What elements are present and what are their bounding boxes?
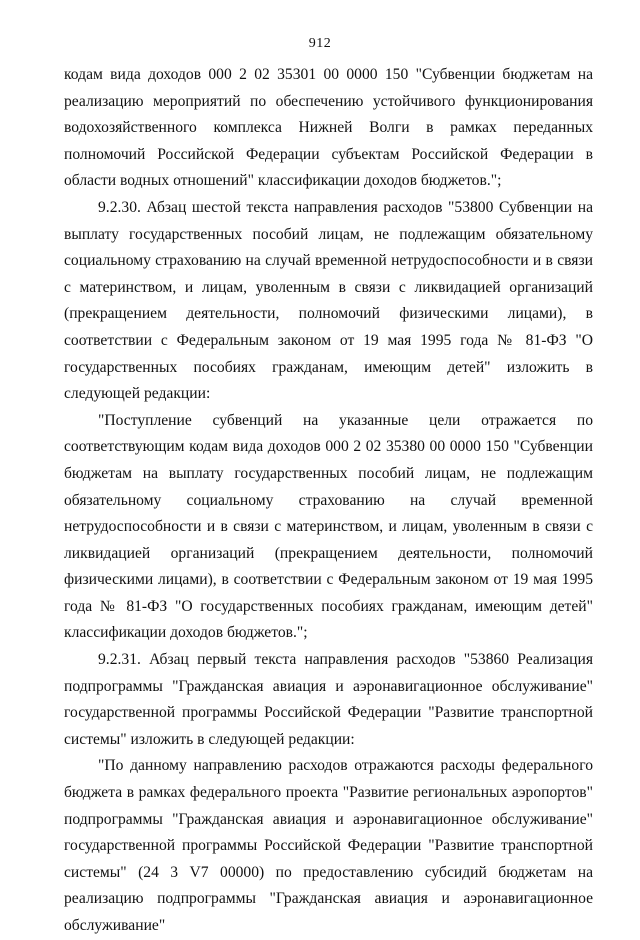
- paragraph-quote-subventions-receipt: "Поступление субвенций на указанные цели отражается по соответствующим кодам вида доходов 000 2 02 35380 00 0000 150 "Субвенции бюджетам на выплату государственных пособий лицам, не подлежащим обязательному социальному страхованию на случай временной нетрудоспособности и в связи с материнством, и лицам, уволенным в связи с ликвидацией организаций (прекращением деятельности, полномочий физическими лицами), в соответствии с Федеральным законом от 19 мая 1995 года № 81-ФЗ "О государственных пособиях гражданам, имеющим детей" классификации доходов бюджетов.";: [64, 411, 593, 642]
- paragraph-quote-expenditure-direction: "По данному направлению расходов отражаются расходы федерального бюджета в рамках федерального проекта "Развитие региональных аэропортов" подпрограммы "Гражданская авиация и аэронавигационное обслуживание" государственной программы Российской Федерации "Развитие транспортной системы" (24 3 V7 00000) по предоставлению субсидий бюджетам на реализацию подпрограммы "Гражданская авиация и аэронавигационное обслуживание": [64, 757, 593, 934]
- page-number: 912: [308, 36, 332, 51]
- document-body: [64, 62, 593, 940]
- paragraph-9-2-30: 9.2.30. Абзац шестой текста направления расходов "53800 Субвенции на выплату государственных пособий лицам, не подлежащим обязательному социальному страхованию на случай временной нетрудоспособности и в связи с материнством, и лицам, уволенным в связи с ликвидацией организаций (прекращением деятельности, полномочий физическими лицами), в соответствии с Федеральным законом от 19 мая 1995 года № 81-ФЗ "О государственных пособиях гражданам, имеющим детей" изложить в следующей редакции:: [64, 198, 593, 403]
- paragraph-continuation-subventions-volga: кодам вида доходов 000 2 02 35301 00 0000 150 "Субвенции бюджетам на реализацию мероприятий по обеспечению устойчивого функционирования водохозяйственного комплекса Нижней Волги в рамках переданных полномочий Российской Федерации субъектам Российской Федерации в области водных отношений" классификации доходов бюджетов.";: [64, 66, 593, 190]
- paragraph-9-2-31: 9.2.31. Абзац первый текста направления расходов "53860 Реализация подпрограммы "Гражданская авиация и аэронавигационное обслуживание" государственной программы Российской Федерации "Развитие транспортной системы" изложить в следующей редакции:: [64, 651, 593, 748]
